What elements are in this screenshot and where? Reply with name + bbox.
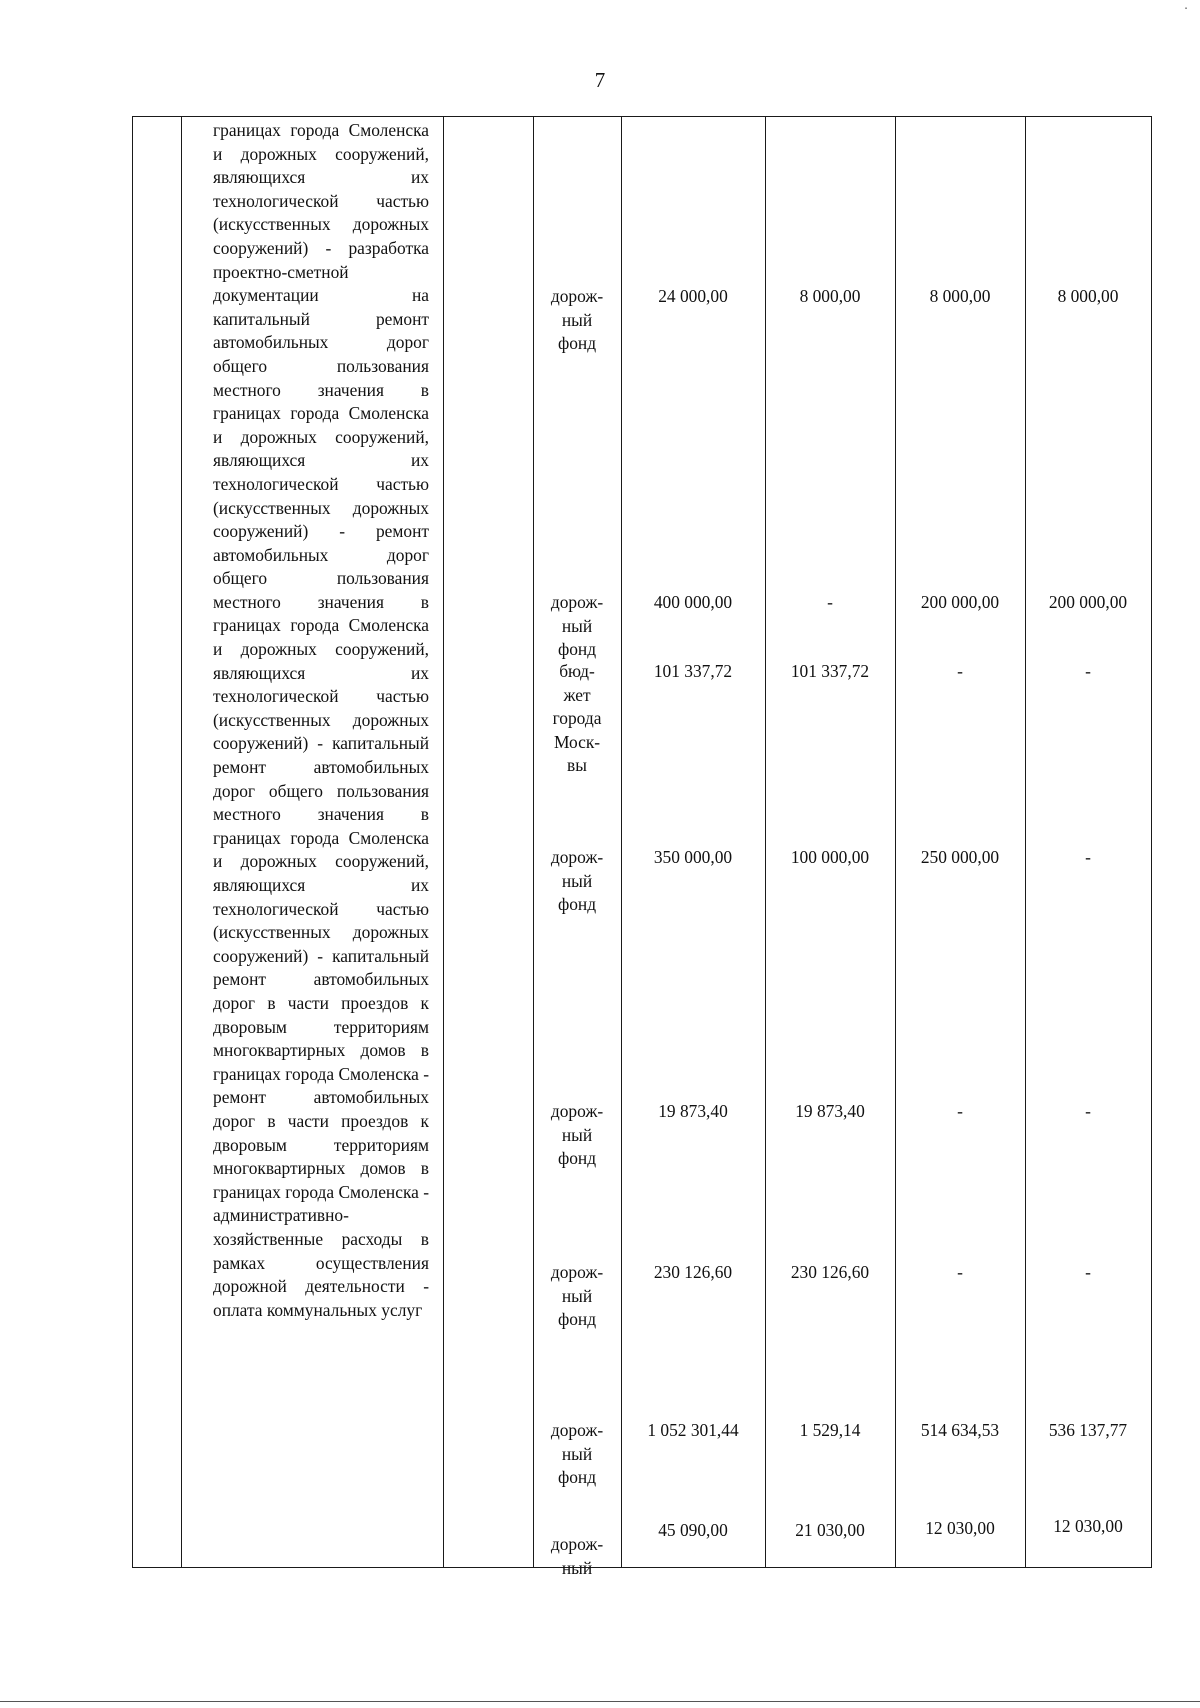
amount-year-2: - <box>957 661 963 681</box>
page-number: 7 <box>594 68 606 92</box>
activity-description: границах города Смоленска и дорожных сооружений, являющихся их технологической частью (искусственных дорожных сооружений) - разработка проектно-сметной документации на капитальный ремонт автомобильных дорог общего пользования местного значения в границах города Смоленска и дорожных сооружений, являющихся их технологической частью (искусственных дорожных сооружений) - ремонт автомобильных дорог общего пользования местного значения в границах города Смоленска и дорожных сооружений, являющихся их технологической частью (искусственных дорожных сооружений) - капитальный ремонт автомобильных дорог общего пользования местного значения в границах города Смоленска и дорожных сооружений, являющихся их технологической частью (искусственных дорожных сооружений) - капитальный ремонт автомобильных дорог в части проездов к дворовым территориям многоквартирных домов в границах города Смоленска - ремонт автомобильных дорог в части проездов к дворовым территориям многоквартирных домов в границах города Смоленска - административно-хозяйственные расходы в рамках осуществления дорожной деятельности - оплата коммунальных услуг <box>213 120 429 1320</box>
amount-total: 1 052 301,44 <box>647 1420 739 1440</box>
column-divider-4 <box>621 117 622 1567</box>
amount-year-1: 1 529,14 <box>799 1420 861 1440</box>
fund-source: дорож- ный фонд <box>550 592 604 660</box>
column-divider-5 <box>765 117 766 1567</box>
amount-year-2: 12 030,00 <box>925 1518 995 1538</box>
amount-year-2: 200 000,00 <box>920 592 1000 612</box>
budget-table <box>132 116 1152 1578</box>
amount-year-3: 536 137,77 <box>1048 1420 1128 1440</box>
amount-total: 350 000,00 <box>653 847 733 867</box>
amount-year-2: - <box>957 1101 963 1121</box>
fund-source: дорож- ный фонд <box>550 286 604 354</box>
fund-source: бюд- жет города Моск- вы <box>552 661 602 776</box>
amount-year-2: 514 634,53 <box>920 1420 1000 1440</box>
amount-year-3: 200 000,00 <box>1048 592 1128 612</box>
amount-year-3: 8 000,00 <box>1057 286 1119 306</box>
scan-bottom-edge <box>0 1701 1200 1702</box>
amount-total: 101 337,72 <box>653 661 733 681</box>
column-divider-2 <box>443 117 444 1567</box>
amount-year-1: 19 873,40 <box>795 1101 865 1121</box>
amount-year-1: 101 337,72 <box>790 661 870 681</box>
amount-year-3: - <box>1085 661 1091 681</box>
amount-year-2: 250 000,00 <box>920 847 1000 867</box>
amount-total: 230 126,60 <box>653 1262 733 1282</box>
amount-year-2: 8 000,00 <box>929 286 991 306</box>
amount-year-3: 12 030,00 <box>1053 1516 1123 1536</box>
amount-year-1: 100 000,00 <box>790 847 870 867</box>
scan-corner-mark: ‧ <box>1184 2 1188 16</box>
fund-source: дорож- ный <box>550 1534 604 1578</box>
fund-source: дорож- ный фонд <box>550 1101 604 1169</box>
fund-source: дорож- ный фонд <box>550 847 604 915</box>
column-divider-1 <box>181 117 182 1567</box>
column-divider-7 <box>1025 117 1026 1567</box>
column-divider-6 <box>895 117 896 1567</box>
amount-year-3: - <box>1085 1101 1091 1121</box>
amount-year-3: - <box>1085 847 1091 867</box>
fund-source: дорож- ный фонд <box>550 1262 604 1330</box>
amount-year-1: - <box>827 592 833 612</box>
amount-year-2: - <box>957 1262 963 1282</box>
amount-total: 24 000,00 <box>658 286 728 306</box>
amount-total: 19 873,40 <box>658 1101 728 1121</box>
amount-year-1: 8 000,00 <box>799 286 861 306</box>
amount-year-1: 21 030,00 <box>795 1520 865 1540</box>
amount-total: 45 090,00 <box>658 1520 728 1540</box>
amount-year-3: - <box>1085 1262 1091 1282</box>
amount-year-1: 230 126,60 <box>790 1262 870 1282</box>
amount-total: 400 000,00 <box>653 592 733 612</box>
fund-source: дорож- ный фонд <box>550 1420 604 1488</box>
